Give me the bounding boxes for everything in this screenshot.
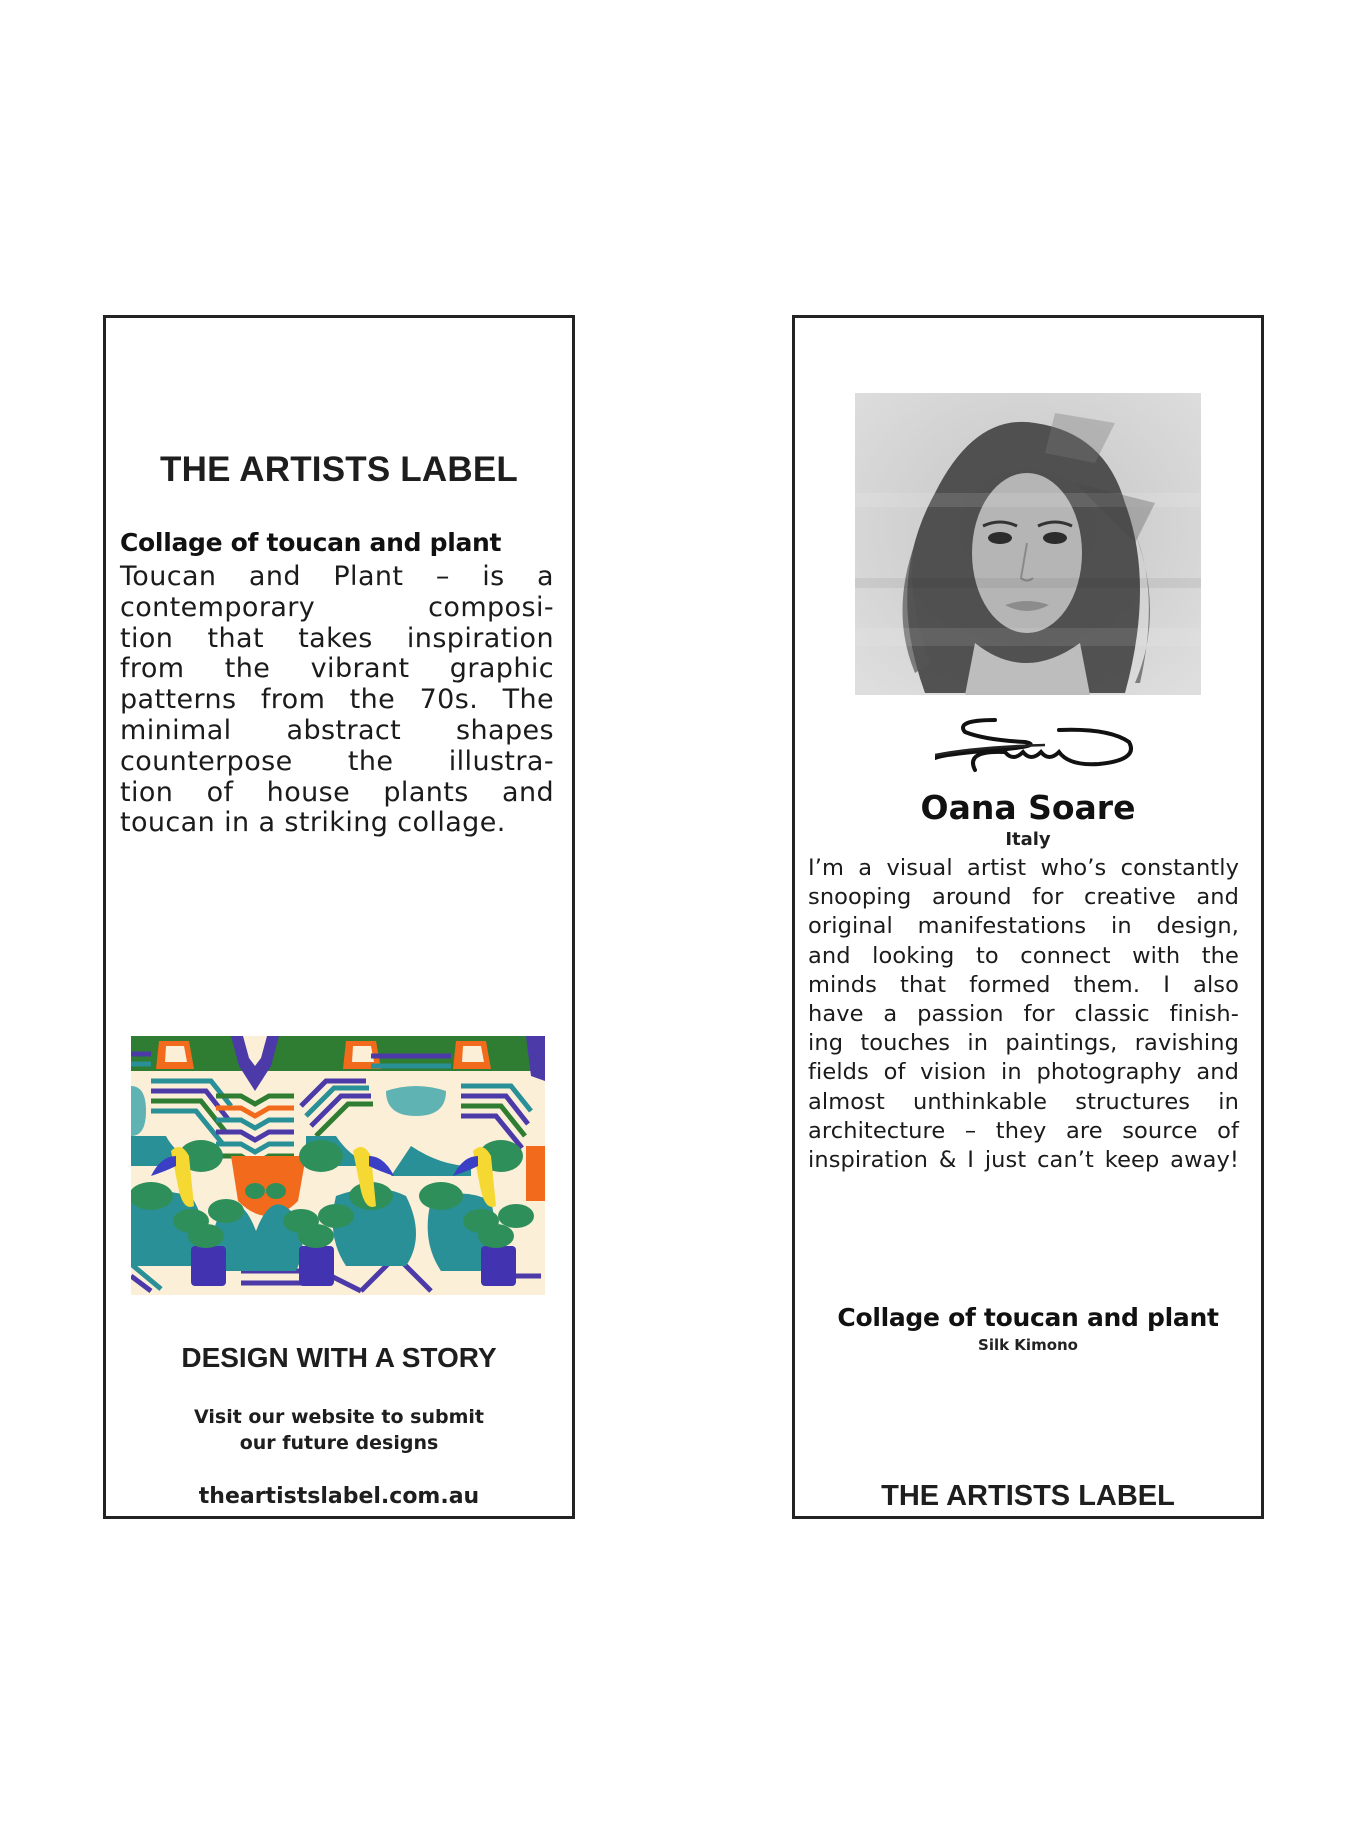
brand-title: THE ARTISTS LABEL bbox=[160, 450, 518, 489]
visit-line: Visit our website to submit bbox=[194, 1406, 484, 1428]
bio-line: architecture – they are source of bbox=[808, 1117, 1239, 1144]
toucan-plant-collage-image bbox=[131, 1036, 545, 1295]
bio-line: I’m a visual artist who’s constantly bbox=[808, 855, 1239, 881]
description-line: counterpose the illustra- bbox=[120, 745, 554, 777]
visit-line: our future designs bbox=[239, 1432, 439, 1454]
brand-footer: THE ARTISTS LABEL bbox=[881, 1480, 1175, 1512]
website-link[interactable]: theartistslabel.com.au bbox=[198, 1484, 480, 1509]
artist-name: Oana Soare bbox=[920, 788, 1136, 827]
bio-line: fields of vision in photography and bbox=[808, 1059, 1239, 1086]
description-line: contemporary composi- bbox=[120, 591, 554, 623]
artist-signature bbox=[935, 715, 1140, 780]
bio-line: have a passion for classic finish- bbox=[808, 1001, 1239, 1028]
artwork-title: Collage of toucan and plant bbox=[120, 528, 502, 557]
artwork-title: Collage of toucan and plant bbox=[837, 1303, 1219, 1332]
description-line: tion that takes inspiration bbox=[120, 622, 554, 654]
bio-line: and looking to connect with the bbox=[808, 942, 1239, 969]
bio-line: original manifestations in design, bbox=[808, 913, 1239, 940]
bio-line: minds that formed them. I also bbox=[808, 971, 1239, 998]
description-line: toucan in a striking collage. bbox=[120, 807, 506, 839]
artist-portrait-photo bbox=[855, 393, 1201, 695]
description-line: minimal abstract shapes bbox=[120, 714, 554, 746]
artist-bio bbox=[808, 854, 1239, 1175]
description-line: from the vibrant graphic bbox=[120, 653, 554, 685]
description-line: Toucan and Plant – is a bbox=[120, 561, 554, 592]
description-line: patterns from the 70s. The bbox=[120, 684, 554, 716]
bio-line: almost unthinkable structures in bbox=[808, 1088, 1239, 1115]
visit-website-text bbox=[106, 1404, 572, 1456]
tagline: DESIGN WITH A STORY bbox=[181, 1342, 497, 1373]
bio-line: ing touches in paintings, ravishing bbox=[808, 1030, 1239, 1057]
bio-line: inspiration & I just can’t keep away! bbox=[808, 1147, 1239, 1174]
artist-country: Italy bbox=[1005, 829, 1051, 850]
artwork-info-card bbox=[103, 315, 575, 1519]
artwork-description bbox=[120, 562, 554, 839]
description-line: tion of house plants and bbox=[120, 776, 554, 808]
bio-line: snooping around for creative and bbox=[808, 884, 1239, 911]
artwork-medium: Silk Kimono bbox=[978, 1336, 1078, 1354]
artist-info-card bbox=[792, 315, 1264, 1519]
